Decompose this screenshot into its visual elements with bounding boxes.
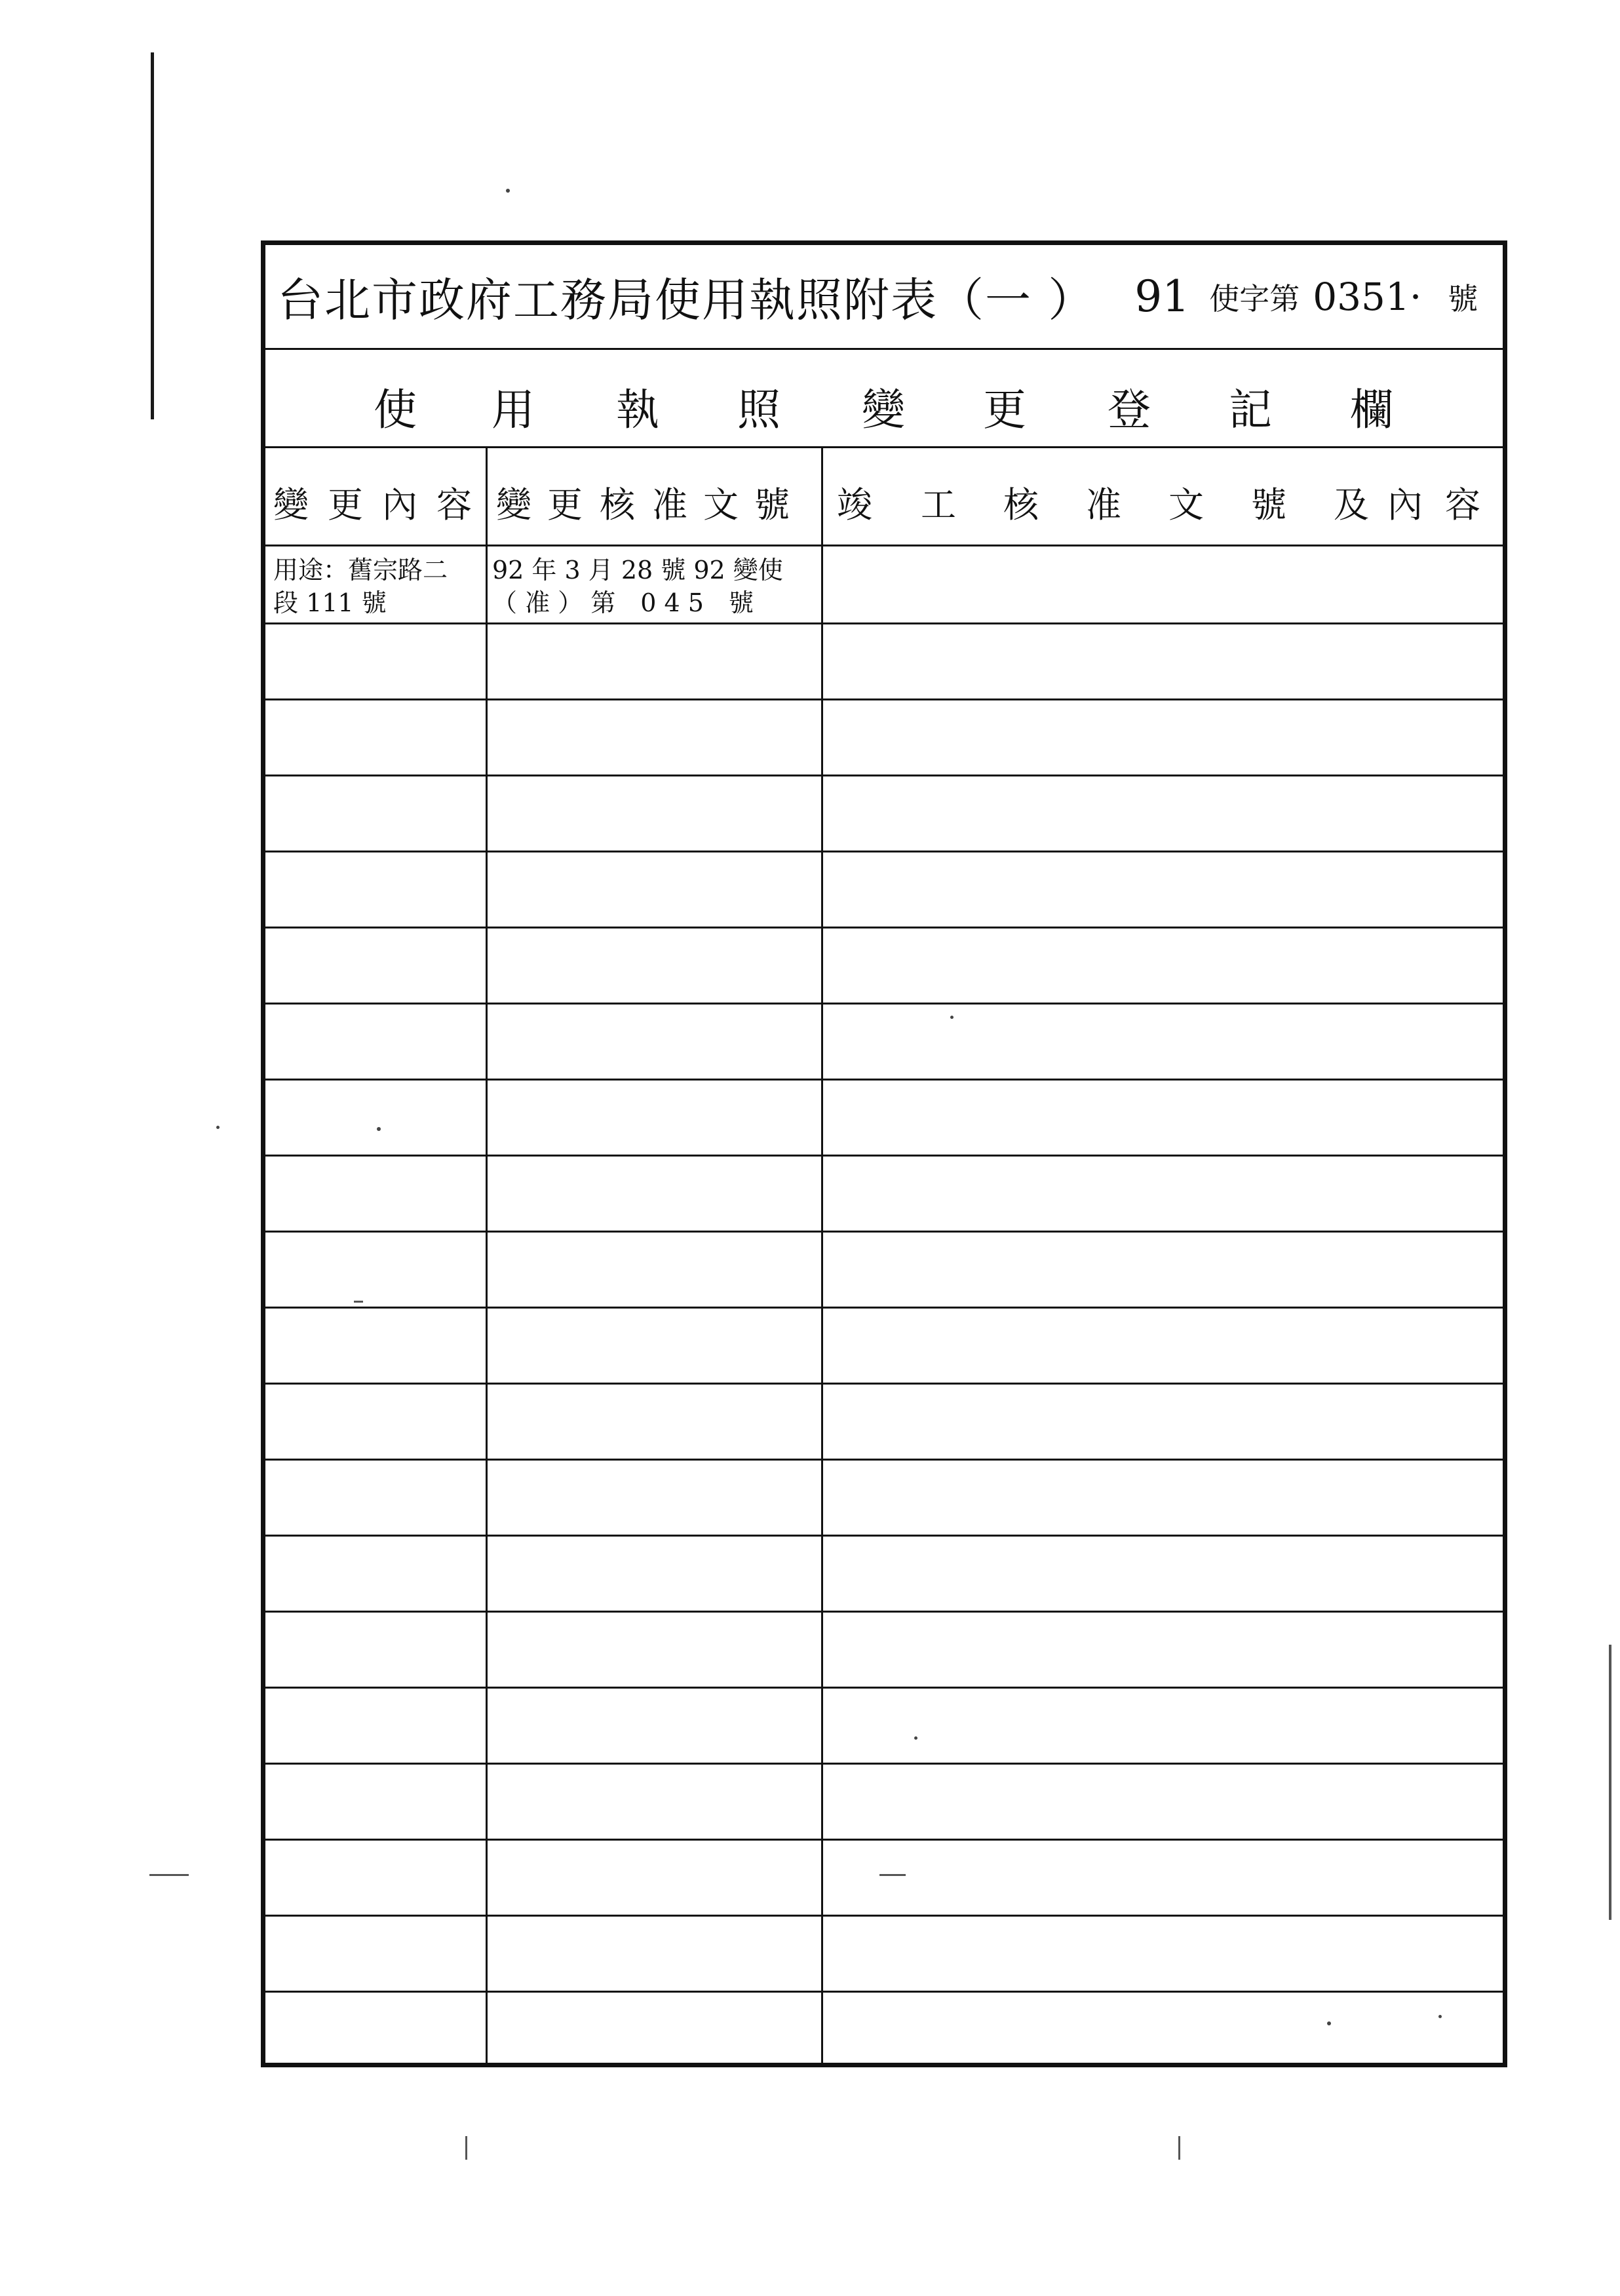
- section-heading-char: 執: [616, 385, 659, 435]
- change-content-line: 段 111 號: [273, 588, 387, 617]
- scan-speck: [216, 1126, 220, 1129]
- license-type: 使字第: [1209, 280, 1300, 316]
- col-header-completion-char: 核: [1003, 484, 1039, 526]
- section-heading-char: 記: [1229, 385, 1272, 435]
- section-heading-char: 使: [374, 385, 417, 435]
- table-row-divider: [265, 1991, 1503, 1993]
- col-header-approval-number-char: 文: [703, 484, 739, 526]
- col-header-completion-char: 竣: [837, 484, 872, 526]
- approval-number-line: 92 年 3 月 28 號 92 變使: [492, 556, 783, 584]
- col-header-change-content-char: 容: [436, 484, 472, 526]
- table-row-divider: [265, 1839, 1503, 1841]
- table-row-divider: [265, 1383, 1503, 1385]
- table-row-divider: [265, 1763, 1503, 1765]
- scan-speck: [1438, 2015, 1442, 2018]
- scan-speck: [914, 1736, 917, 1740]
- col-header-completion-char: 內: [1387, 484, 1423, 526]
- section-heading-char: 欄: [1350, 385, 1393, 435]
- scan-dash: [354, 1301, 363, 1303]
- section-heading-char: 登: [1108, 385, 1151, 435]
- col-header-completion-char: 容: [1445, 484, 1480, 526]
- col-header-completion-char: 文: [1168, 484, 1204, 526]
- license-suffix: 號: [1448, 280, 1478, 316]
- table-row-divider: [265, 1155, 1503, 1157]
- section-heading-char: 照: [737, 385, 781, 435]
- table-row-divider: [265, 1003, 1503, 1004]
- scan-dash: [149, 1874, 189, 1876]
- scan-tick: [465, 2136, 467, 2160]
- license-year: 91: [1134, 271, 1190, 322]
- col-header-completion-char: 准: [1086, 484, 1121, 526]
- form-title: 台北市政府工務局使用執照附表（一 ）: [277, 273, 1096, 327]
- license-serial: 0351·: [1313, 274, 1422, 319]
- col-header-approval-number-char: 准: [652, 484, 687, 526]
- table-row-divider: [265, 1459, 1503, 1461]
- section-heading: [265, 350, 1503, 448]
- scan-speck: [506, 189, 510, 193]
- binding-edge-mark: [151, 52, 154, 419]
- table-row-divider: [265, 1611, 1503, 1613]
- col-header-approval-number-char: 號: [754, 484, 790, 526]
- table-row-divider: [265, 1231, 1503, 1233]
- col-header-approval-number-char: 更: [547, 484, 583, 526]
- section-heading-char: 變: [862, 385, 905, 435]
- col-header-change-content-char: 更: [328, 484, 363, 526]
- col-header-change-content-char: 內: [382, 484, 417, 526]
- table-row-divider: [265, 1535, 1503, 1537]
- table-row-divider: [265, 1915, 1503, 1917]
- col-header-completion-char: 號: [1251, 484, 1286, 526]
- table-row-divider: [265, 927, 1503, 928]
- col-header-change-content-char: 變: [273, 484, 309, 526]
- scan-speck: [377, 1127, 381, 1131]
- form-title-row: [265, 245, 1503, 350]
- table-row-divider: [265, 622, 1503, 624]
- table-row-divider: [265, 775, 1503, 776]
- table-row-divider: [265, 1687, 1503, 1689]
- table-row-divider: [265, 1079, 1503, 1081]
- col-header-approval-number-char: 變: [496, 484, 531, 526]
- column-header-row: [265, 448, 1503, 546]
- change-content-line: 用途：舊宗路二: [273, 556, 448, 584]
- approval-number-line: （ 准 ） 第 0 4 5 號: [492, 588, 754, 617]
- section-heading-char: 更: [983, 385, 1026, 435]
- col-header-completion-char: 工: [921, 484, 956, 526]
- scan-tick: [1178, 2136, 1180, 2160]
- table-row-divider: [265, 1307, 1503, 1309]
- table-row-divider: [265, 851, 1503, 852]
- col-header-approval-number-char: 核: [600, 484, 635, 526]
- scan-dash: [879, 1874, 906, 1876]
- table-row-divider: [265, 698, 1503, 700]
- scan-edge-mark: [1609, 1645, 1611, 1920]
- col-header-completion-char: 及: [1334, 484, 1369, 526]
- column-divider: [821, 448, 823, 2067]
- scan-speck: [950, 1016, 954, 1019]
- column-divider: [486, 448, 488, 2067]
- usage-license-change-form: [261, 240, 1507, 2067]
- scan-speck: [1327, 2021, 1331, 2025]
- section-heading-char: 用: [492, 385, 535, 435]
